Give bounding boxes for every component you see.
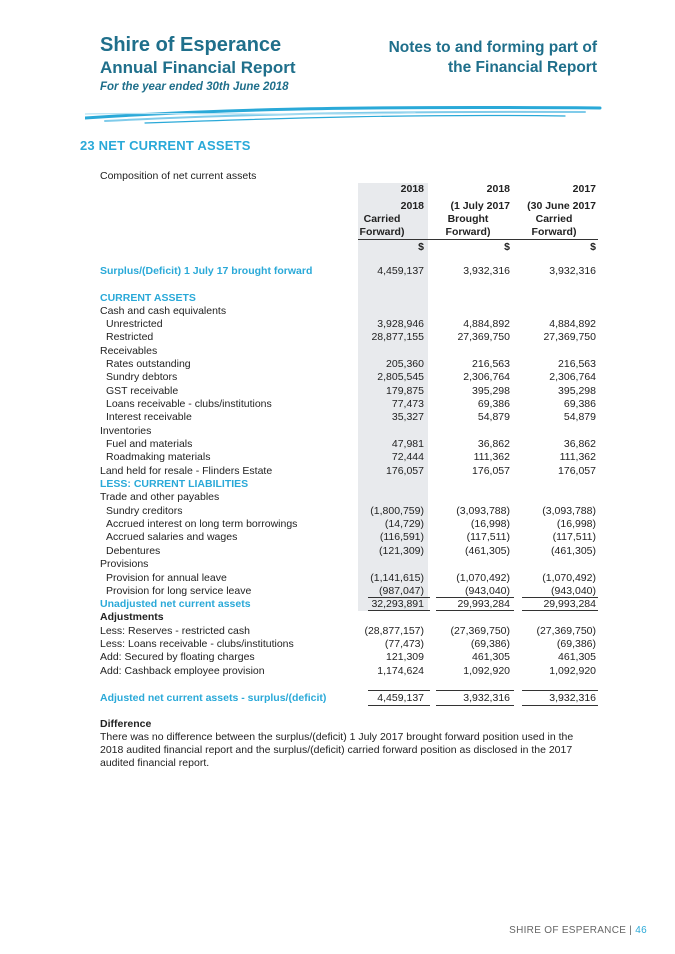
table-row [0, 292, 675, 305]
row-value-col-3: 176,057 [558, 465, 596, 477]
composition-caption: Composition of net current assets [100, 170, 257, 182]
table-row [0, 558, 675, 571]
page-footer [509, 925, 647, 936]
row-label: Land held for resale - Flinders Estate [100, 465, 273, 477]
row-value-col-3: 29,993,284 [543, 598, 596, 610]
table-row [0, 318, 675, 331]
row-label: Adjusted net current assets - surplus/(deficit) [100, 692, 327, 704]
column-3-header-l3: Forward) [531, 226, 577, 238]
row-value-col-3: 111,362 [559, 451, 596, 463]
row-label: Interest receivable [106, 411, 192, 423]
table-row [0, 465, 675, 478]
row-label: Rates outstanding [106, 358, 191, 370]
row-label: Sundry creditors [106, 505, 183, 517]
table-row [0, 451, 675, 464]
row-label: Accrued interest on long term borrowings [106, 518, 298, 530]
row-label: Less: Loans receivable - clubs/institutions [100, 638, 294, 650]
row-value-col-1: 72,444 [391, 451, 424, 463]
column-1-header-year: 2018 [400, 183, 424, 195]
row-value-col-3: (69,386) [556, 638, 596, 650]
table-row [0, 345, 675, 358]
underline-before-adjusted-col-2 [436, 690, 514, 691]
row-value-col-3: (943,040) [551, 585, 596, 597]
underline-after-unadjusted-col-2 [436, 610, 514, 611]
row-label: GST receivable [106, 385, 179, 397]
row-value-col-2: 2,306,764 [463, 371, 510, 383]
underline-before-unadjusted-col-3 [522, 597, 598, 598]
table-row [0, 411, 675, 424]
row-value-col-3: (117,511) [552, 531, 596, 543]
report-period: For the year ended 30th June 2018 [100, 81, 289, 93]
row-label: Restricted [106, 331, 154, 343]
row-value-col-2: (117,511) [466, 531, 510, 543]
row-value-col-1: 205,360 [386, 358, 424, 370]
row-value-col-1: 35,327 [391, 411, 424, 423]
row-value-col-2: (461,305) [465, 545, 510, 557]
table-row [0, 505, 675, 518]
row-value-col-2: 111,362 [473, 451, 510, 463]
table-row [0, 438, 675, 451]
table-row [0, 398, 675, 411]
difference-heading: Difference [100, 718, 152, 730]
table-row [0, 611, 675, 624]
row-value-col-1: (987,047) [379, 585, 424, 597]
row-label: Loans receivable - clubs/institutions [106, 398, 272, 410]
row-label: Inventories [100, 425, 152, 437]
column-2-header-l1: (1 July 2017 [450, 200, 510, 212]
row-label: Fuel and materials [106, 438, 193, 450]
table-row [0, 491, 675, 504]
row-value-col-3: (461,305) [551, 545, 596, 557]
table-row [0, 358, 675, 371]
row-value-col-2: (3,093,788) [456, 505, 510, 517]
row-value-col-1: (1,141,615) [370, 572, 424, 584]
row-label: Provision for annual leave [106, 572, 227, 584]
underline-before-adjusted-col-3 [522, 690, 598, 691]
table-row [0, 572, 675, 585]
row-value-col-3: 54,879 [563, 411, 596, 423]
row-label: Sundry debtors [106, 371, 178, 383]
row-value-col-3: (27,369,750) [536, 625, 596, 637]
row-value-col-2: 176,057 [472, 465, 510, 477]
decorative-wave-divider [85, 96, 605, 126]
shire-title: Shire of Esperance [100, 34, 282, 56]
row-value-col-2: 3,932,316 [463, 692, 510, 704]
row-label: Trade and other payables [100, 491, 220, 503]
table-row [0, 665, 675, 678]
row-label: Roadmaking materials [106, 451, 211, 463]
row-value-col-3: 216,563 [558, 358, 596, 370]
underline-before-adjusted-col-1 [368, 690, 430, 691]
underline-after-adjusted-col-3 [522, 705, 598, 706]
row-value-col-1: 2,805,545 [377, 371, 424, 383]
row-value-col-1: 47,981 [391, 438, 424, 450]
row-value-col-2: (1,070,492) [456, 572, 510, 584]
footer-text: SHIRE OF ESPERANCE [509, 925, 627, 936]
row-value-col-1: (28,877,157) [364, 625, 424, 637]
table-row [0, 331, 675, 344]
column-3-header-l2: Carried [535, 213, 573, 225]
table-row [0, 692, 675, 705]
row-value-col-1: 176,057 [386, 465, 424, 477]
table-row [0, 638, 675, 651]
row-value-col-1: 28,877,155 [371, 331, 424, 343]
underline-after-unadjusted-col-3 [522, 610, 598, 611]
row-value-col-1: (1,800,759) [370, 505, 424, 517]
row-label: Add: Secured by floating charges [100, 651, 255, 663]
row-label: Receivables [100, 345, 158, 357]
row-label: Unadjusted net current assets [100, 598, 251, 610]
row-value-col-2: 3,932,316 [463, 265, 510, 277]
table-row [0, 385, 675, 398]
row-value-col-2: 54,879 [477, 411, 510, 423]
row-label: Less: Reserves - restricted cash [100, 625, 250, 637]
row-value-col-1: (121,309) [379, 545, 424, 557]
row-value-col-2: 29,993,284 [457, 598, 510, 610]
row-value-col-1: 4,459,137 [377, 692, 424, 704]
table-row [0, 625, 675, 638]
underline-before-unadjusted-col-2 [436, 597, 514, 598]
row-value-col-2: 4,884,892 [463, 318, 510, 330]
row-label: Debentures [106, 545, 161, 557]
underline-after-adjusted-col-2 [436, 705, 514, 706]
section-title: 23 NET CURRENT ASSETS [80, 138, 251, 153]
header-divider [358, 239, 598, 240]
column-2-header-unit: $ [504, 241, 510, 253]
row-label: Adjustments [100, 611, 164, 623]
page-number: 46 [635, 925, 647, 936]
row-value-col-2: (16,998) [470, 518, 510, 530]
header-left [100, 34, 296, 93]
row-value-col-3: (3,093,788) [542, 505, 596, 517]
table-row [0, 265, 675, 278]
row-label: Unrestricted [106, 318, 163, 330]
row-value-col-1: (14,729) [384, 518, 424, 530]
row-value-col-2: 395,298 [472, 385, 510, 397]
row-value-col-1: 77,473 [391, 398, 424, 410]
row-value-col-1: 1,174,624 [377, 665, 424, 677]
row-value-col-2: 36,862 [477, 438, 510, 450]
row-label: Provision for long service leave [106, 585, 252, 597]
row-value-col-2: 461,305 [472, 651, 510, 663]
notes-heading-line1: Notes to and forming part of [388, 39, 597, 56]
row-value-col-3: 1,092,920 [549, 665, 596, 677]
table-row [0, 305, 675, 318]
row-label: Cash and cash equivalents [100, 305, 227, 317]
row-value-col-2: (69,386) [470, 638, 510, 650]
row-label: Provisions [100, 558, 149, 570]
column-3-header-year: 2017 [572, 183, 596, 195]
row-value-col-2: 216,563 [472, 358, 510, 370]
row-value-col-3: 395,298 [558, 385, 596, 397]
table-row [0, 425, 675, 438]
row-value-col-1: 3,928,946 [377, 318, 424, 330]
row-value-col-3: 3,932,316 [549, 692, 596, 704]
column-2-header-l3: Forward) [445, 226, 491, 238]
row-value-col-3: 2,306,764 [549, 371, 596, 383]
row-value-col-2: 69,386 [477, 398, 510, 410]
column-2-header-year: 2018 [486, 183, 510, 195]
row-value-col-1: 4,459,137 [377, 265, 424, 277]
row-value-col-2: (943,040) [465, 585, 510, 597]
column-1-header-unit: $ [418, 241, 424, 253]
column-2-header-l2: Brought [447, 213, 489, 225]
row-value-col-2: 27,369,750 [457, 331, 510, 343]
row-value-col-3: 4,884,892 [549, 318, 596, 330]
row-value-col-3: (16,998) [556, 518, 596, 530]
row-value-col-3: 3,932,316 [549, 265, 596, 277]
row-value-col-3: 69,386 [563, 398, 596, 410]
row-value-col-1: 179,875 [386, 385, 424, 397]
column-1-header-l2: Carried [363, 213, 401, 225]
row-label: Accrued salaries and wages [106, 531, 238, 543]
column-3-header-l1: (30 June 2017 [527, 200, 596, 212]
row-label: Surplus/(Deficit) 1 July 17 brought forward [100, 265, 313, 277]
row-value-col-3: 461,305 [558, 651, 596, 663]
difference-text: There was no difference between the surplus/(deficit) 1 July 2017 brought forward position used in the 2018 audited financial report and the surplus/(deficit) carried forward position as disclosed in the 2017 audited financial report. [100, 731, 574, 769]
notes-heading-line2: the Financial Report [448, 59, 597, 76]
column-3-header-unit: $ [590, 241, 596, 253]
row-value-col-1: (116,591) [379, 531, 424, 543]
footer-separator: | [626, 925, 636, 936]
header-right [389, 38, 597, 78]
underline-after-adjusted-col-1 [368, 705, 430, 706]
row-value-col-2: 1,092,920 [463, 665, 510, 677]
table-row [0, 651, 675, 664]
row-label: LESS: CURRENT LIABILITIES [100, 478, 249, 490]
report-title: Annual Financial Report [100, 58, 296, 77]
row-label: Add: Cashback employee provision [100, 665, 265, 677]
row-label: CURRENT ASSETS [100, 292, 196, 304]
underline-after-unadjusted-col-1 [368, 610, 430, 611]
table-row [0, 545, 675, 558]
row-value-col-1: 121,309 [386, 651, 424, 663]
row-value-col-3: 36,862 [563, 438, 596, 450]
column-1-header-l3: Forward) [359, 226, 405, 238]
table-row [0, 478, 675, 491]
table-row [0, 371, 675, 384]
row-value-col-1: 32,293,891 [371, 598, 424, 610]
underline-before-unadjusted-col-1 [368, 597, 430, 598]
column-1-header-l1: 2018 [400, 200, 424, 212]
table-row [0, 518, 675, 531]
row-value-col-2: (27,369,750) [450, 625, 510, 637]
row-value-col-3: (1,070,492) [542, 572, 596, 584]
row-value-col-1: (77,473) [384, 638, 424, 650]
table-row [0, 531, 675, 544]
row-value-col-3: 27,369,750 [543, 331, 596, 343]
